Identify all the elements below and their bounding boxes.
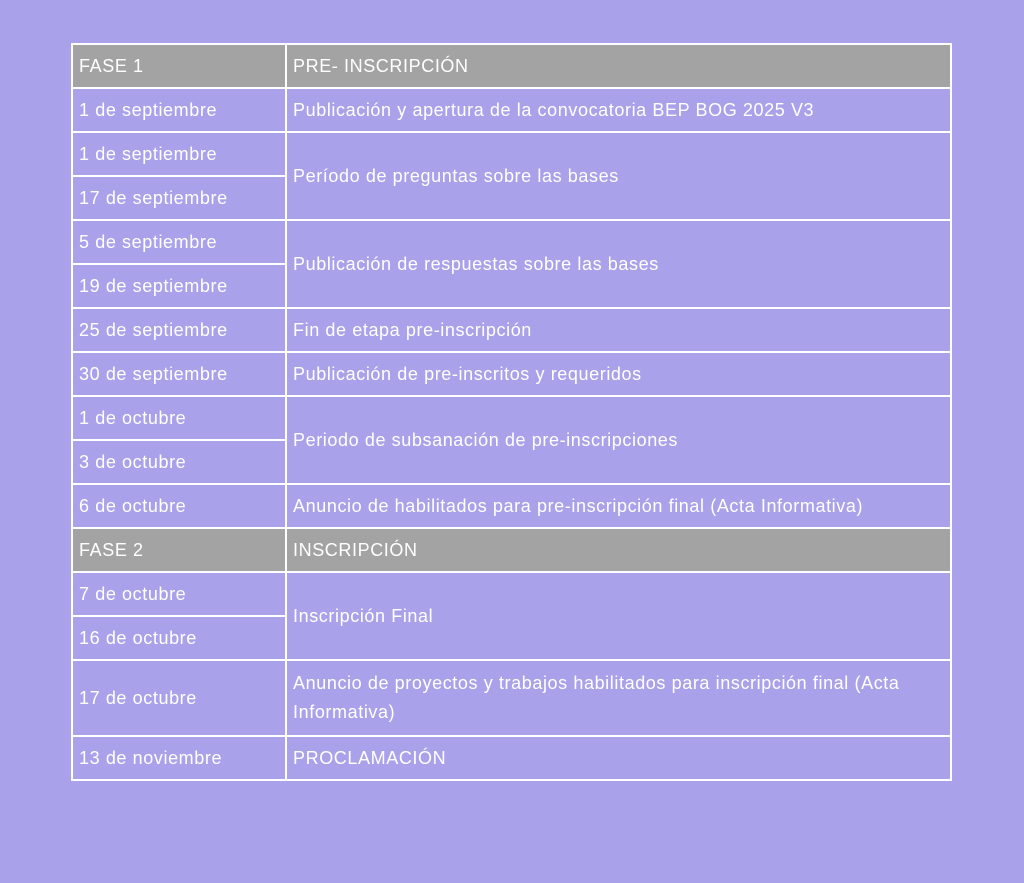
date-cell: 13 de noviembre [72, 736, 286, 780]
date-cell: 1 de septiembre [72, 88, 286, 132]
event-cell: Publicación de respuestas sobre las bases [286, 220, 951, 308]
phase-label: FASE 2 [72, 528, 286, 572]
date-cell: 17 de septiembre [72, 176, 286, 220]
date-cell: 17 de octubre [72, 660, 286, 736]
event-cell: PROCLAMACIÓN [286, 736, 951, 780]
phase-title: PRE- INSCRIPCIÓN [286, 44, 951, 88]
event-cell: Anuncio de habilitados para pre-inscripción final (Acta Informativa) [286, 484, 951, 528]
table-row [72, 132, 951, 176]
phase-title: INSCRIPCIÓN [286, 528, 951, 572]
table-row [72, 308, 951, 352]
date-cell: 3 de octubre [72, 440, 286, 484]
event-cell: Publicación de pre-inscritos y requeridos [286, 352, 951, 396]
event-cell: Fin de etapa pre-inscripción [286, 308, 951, 352]
event-cell: Anuncio de proyectos y trabajos habilitados para inscripción final (Acta Informativa) [286, 660, 951, 736]
date-cell: 5 de septiembre [72, 220, 286, 264]
event-cell: Periodo de subsanación de pre-inscripciones [286, 396, 951, 484]
date-cell: 16 de octubre [72, 616, 286, 660]
date-cell: 30 de septiembre [72, 352, 286, 396]
date-cell: 7 de octubre [72, 572, 286, 616]
event-cell: Inscripción Final [286, 572, 951, 660]
table-row [72, 484, 951, 528]
event-cell: Publicación y apertura de la convocatoria BEP BOG 2025 V3 [286, 88, 951, 132]
schedule-table [71, 43, 952, 781]
table-row [72, 736, 951, 780]
date-cell: 25 de septiembre [72, 308, 286, 352]
phase-header-row [72, 44, 951, 88]
date-cell: 1 de septiembre [72, 132, 286, 176]
phase-header-row [72, 528, 951, 572]
table-row [72, 572, 951, 616]
table-row [72, 220, 951, 264]
date-cell: 19 de septiembre [72, 264, 286, 308]
table-row [72, 88, 951, 132]
table-row [72, 352, 951, 396]
date-cell: 6 de octubre [72, 484, 286, 528]
event-cell: Período de preguntas sobre las bases [286, 132, 951, 220]
table-row [72, 660, 951, 736]
phase-label: FASE 1 [72, 44, 286, 88]
date-cell: 1 de octubre [72, 396, 286, 440]
table-row [72, 396, 951, 440]
